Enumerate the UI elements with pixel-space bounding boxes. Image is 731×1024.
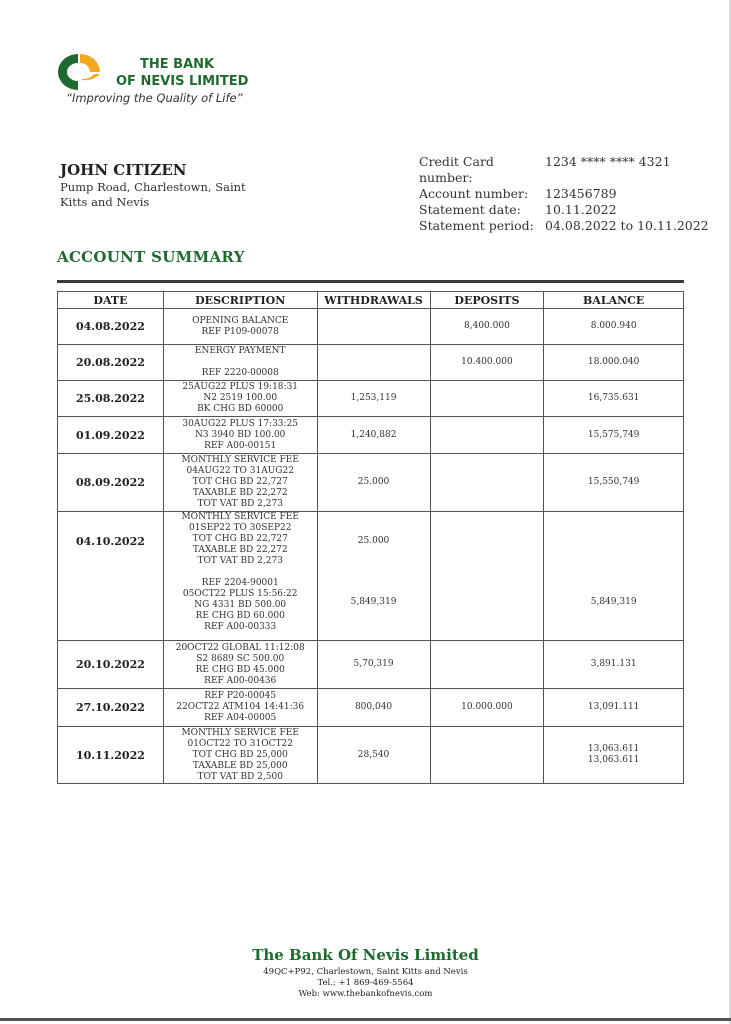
table-row xyxy=(58,689,684,727)
row-withdrawal: 800,040 xyxy=(317,689,430,727)
row-date: 25.08.2022 xyxy=(58,381,164,417)
balance-value: 13,063.611 xyxy=(587,744,640,754)
desc-line xyxy=(166,357,315,368)
footer-address: 49QC+P92, Charlestown, Saint Kitts and Nevis xyxy=(263,967,468,977)
row-description xyxy=(163,689,317,727)
desc-line: 05OCT22 PLUS 15:56:22 xyxy=(182,589,298,599)
row-date: 08.09.2022 xyxy=(58,454,164,512)
row-deposit xyxy=(430,727,544,784)
desc-line: 20OCT22 GLOBAL 11:12:08 xyxy=(175,642,305,653)
row-withdrawal xyxy=(317,512,430,641)
page-bottom-rule xyxy=(0,1018,731,1021)
bank-name-line1: THE BANK xyxy=(140,57,215,72)
footer-phone: Tel.: +1 869-469-5564 xyxy=(317,978,414,988)
desc-line: N3 3940 BD 100.00 xyxy=(195,429,286,440)
header-deposits: DEPOSITS xyxy=(430,292,544,309)
desc-line: 01OCT22 TO 31OCT22 xyxy=(187,738,293,749)
row-balance: 18.000.040 xyxy=(544,345,684,381)
footer-website: Web: www.thebankofnevis.com xyxy=(298,989,433,999)
row-withdrawal: 1,253,119 xyxy=(317,381,430,417)
customer-name: JOHN CITIZEN xyxy=(60,161,187,179)
desc-line: OPENING BALANCE xyxy=(192,315,289,326)
row-balance xyxy=(544,512,684,641)
row-balance: 16,735.631 xyxy=(544,381,684,417)
desc-line: MONTHLY SERVICE FEE xyxy=(181,512,299,522)
row-deposit: 10.400.000 xyxy=(430,345,544,381)
desc-line: REF P20-00045 xyxy=(204,691,277,701)
desc-line: S2 8689 SC 500.00 xyxy=(196,653,285,664)
info-label: Account number: xyxy=(419,186,529,201)
row-balance: 15,550,749 xyxy=(544,454,684,512)
withdrawal-value: 25.000 xyxy=(357,536,390,546)
row-description xyxy=(163,381,317,417)
row-description xyxy=(163,309,317,345)
desc-line: TAXABLE BD 22,272 xyxy=(192,488,288,498)
desc-line: ENERGY PAYMENT xyxy=(194,346,286,356)
row-withdrawal: 28,540 xyxy=(317,727,430,784)
table-header-row xyxy=(58,292,684,309)
bank-name xyxy=(116,56,248,90)
row-withdrawal: 1,240,882 xyxy=(317,417,430,454)
row-description xyxy=(163,727,317,784)
desc-line: REF 2220-00008 xyxy=(201,368,279,378)
desc-line: TOT CHG BD 22,727 xyxy=(192,477,288,487)
section-divider xyxy=(57,280,684,283)
header-balance: BALANCE xyxy=(544,292,684,309)
desc-line: TAXABLE BD 22,272 xyxy=(192,545,288,555)
desc-line: REF P109-00078 xyxy=(201,326,279,337)
desc-line: REF A00-00436 xyxy=(204,675,277,686)
desc-line: 04AUG22 TO 31AUG22 xyxy=(186,466,294,476)
desc-line: REF 2204-90001 xyxy=(201,578,279,588)
customer-address: Pump Road, Charlestown, Saint Kitts and Nevis xyxy=(60,180,246,209)
footer-bank-name: The Bank Of Nevis Limited xyxy=(252,946,479,964)
row-balance: 13,091.111 xyxy=(544,689,684,727)
statement-info xyxy=(419,154,709,234)
row-balance: 8.000.940 xyxy=(544,309,684,345)
info-row-date xyxy=(419,202,709,218)
row-date: 27.10.2022 xyxy=(58,689,164,727)
desc-line: REF A00-00151 xyxy=(204,440,277,451)
info-row-account xyxy=(419,186,709,202)
info-value: 10.11.2022 xyxy=(545,202,617,217)
row-withdrawal xyxy=(317,309,430,345)
row-deposit xyxy=(430,417,544,454)
row-date: 04.10.2022 xyxy=(58,512,164,641)
table-row xyxy=(58,345,684,381)
table-row xyxy=(58,417,684,454)
bank-name-line2: OF NEVIS LIMITED xyxy=(116,74,249,89)
info-label: Credit Card number: xyxy=(419,154,494,185)
row-deposit: 8,400.000 xyxy=(430,309,544,345)
desc-line: 01SEP22 TO 30SEP22 xyxy=(188,523,292,533)
desc-line: RE CHG BD 60.000 xyxy=(195,611,285,621)
header-withdrawals: WITHDRAWALS xyxy=(317,292,430,309)
row-date: 20.10.2022 xyxy=(58,641,164,689)
desc-line: TOT VAT BD 2,500 xyxy=(197,771,283,782)
table-row xyxy=(58,454,684,512)
table-row xyxy=(58,381,684,417)
header-description: DESCRIPTION xyxy=(163,292,317,309)
row-balance xyxy=(544,727,684,784)
info-row-period xyxy=(419,218,709,234)
section-title: ACCOUNT SUMMARY xyxy=(57,248,245,266)
row-description xyxy=(163,417,317,454)
desc-line: MONTHLY SERVICE FEE xyxy=(181,455,299,465)
header-date: DATE xyxy=(58,292,164,309)
row-description xyxy=(163,345,317,381)
row-deposit: 10.000.000 xyxy=(430,689,544,727)
balance-value: 5,849,319 xyxy=(590,597,637,607)
table-row xyxy=(58,641,684,689)
row-description xyxy=(163,641,317,689)
bank-logo-icon xyxy=(56,52,118,92)
desc-line: 22OCT22 ATM104 14:41:36 xyxy=(176,702,305,712)
row-balance: 15,575,749 xyxy=(544,417,684,454)
balance-value: 13,063.611 xyxy=(587,755,640,765)
info-label: Statement date: xyxy=(419,202,521,217)
row-deposit xyxy=(430,381,544,417)
desc-line: TOT VAT BD 2,273 xyxy=(197,556,283,566)
desc-line: BK CHG BD 60000 xyxy=(197,404,284,414)
desc-line xyxy=(166,567,315,578)
info-row-card xyxy=(419,154,709,186)
desc-line: MONTHLY SERVICE FEE xyxy=(181,727,299,738)
row-date: 01.09.2022 xyxy=(58,417,164,454)
desc-line: REF A00-00333 xyxy=(204,622,277,632)
row-date: 20.08.2022 xyxy=(58,345,164,381)
tagline: “Improving the Quality of Life” xyxy=(66,91,243,105)
info-value: 1234 **** **** 4321 xyxy=(545,154,671,169)
desc-line: RE CHG BD 45.000 xyxy=(195,664,285,675)
row-withdrawal xyxy=(317,345,430,381)
table-row xyxy=(58,309,684,345)
desc-line: N2 2519 100.00 xyxy=(203,393,278,403)
info-label: Statement period: xyxy=(419,218,534,233)
row-withdrawal: 25.000 xyxy=(317,454,430,512)
row-date: 10.11.2022 xyxy=(58,727,164,784)
desc-line: TOT VAT BD 2,273 xyxy=(197,499,283,509)
row-description xyxy=(163,512,317,641)
table-row xyxy=(58,727,684,784)
transactions-table xyxy=(57,291,684,784)
desc-line: TAXABLE BD 25,000 xyxy=(192,760,288,771)
desc-line: TOT CHG BD 25,000 xyxy=(192,749,288,760)
row-balance: 3,891.131 xyxy=(544,641,684,689)
row-withdrawal: 5,70,319 xyxy=(317,641,430,689)
desc-line: 30AUG22 PLUS 17:33:25 xyxy=(182,418,299,429)
row-date: 04.08.2022 xyxy=(58,309,164,345)
desc-line: REF A04-00005 xyxy=(204,713,277,723)
row-deposit xyxy=(430,454,544,512)
desc-line: NG 4331 BD 500.00 xyxy=(194,600,287,610)
info-value: 123456789 xyxy=(545,186,617,201)
row-deposit xyxy=(430,512,544,641)
info-value: 04.08.2022 to 10.11.2022 xyxy=(545,218,709,233)
row-description xyxy=(163,454,317,512)
withdrawal-value: 5,849,319 xyxy=(350,597,397,607)
table-row xyxy=(58,512,684,641)
row-deposit xyxy=(430,641,544,689)
desc-line: TOT CHG BD 22,727 xyxy=(192,534,288,544)
desc-line: 25AUG22 PLUS 19:18:31 xyxy=(182,382,299,392)
